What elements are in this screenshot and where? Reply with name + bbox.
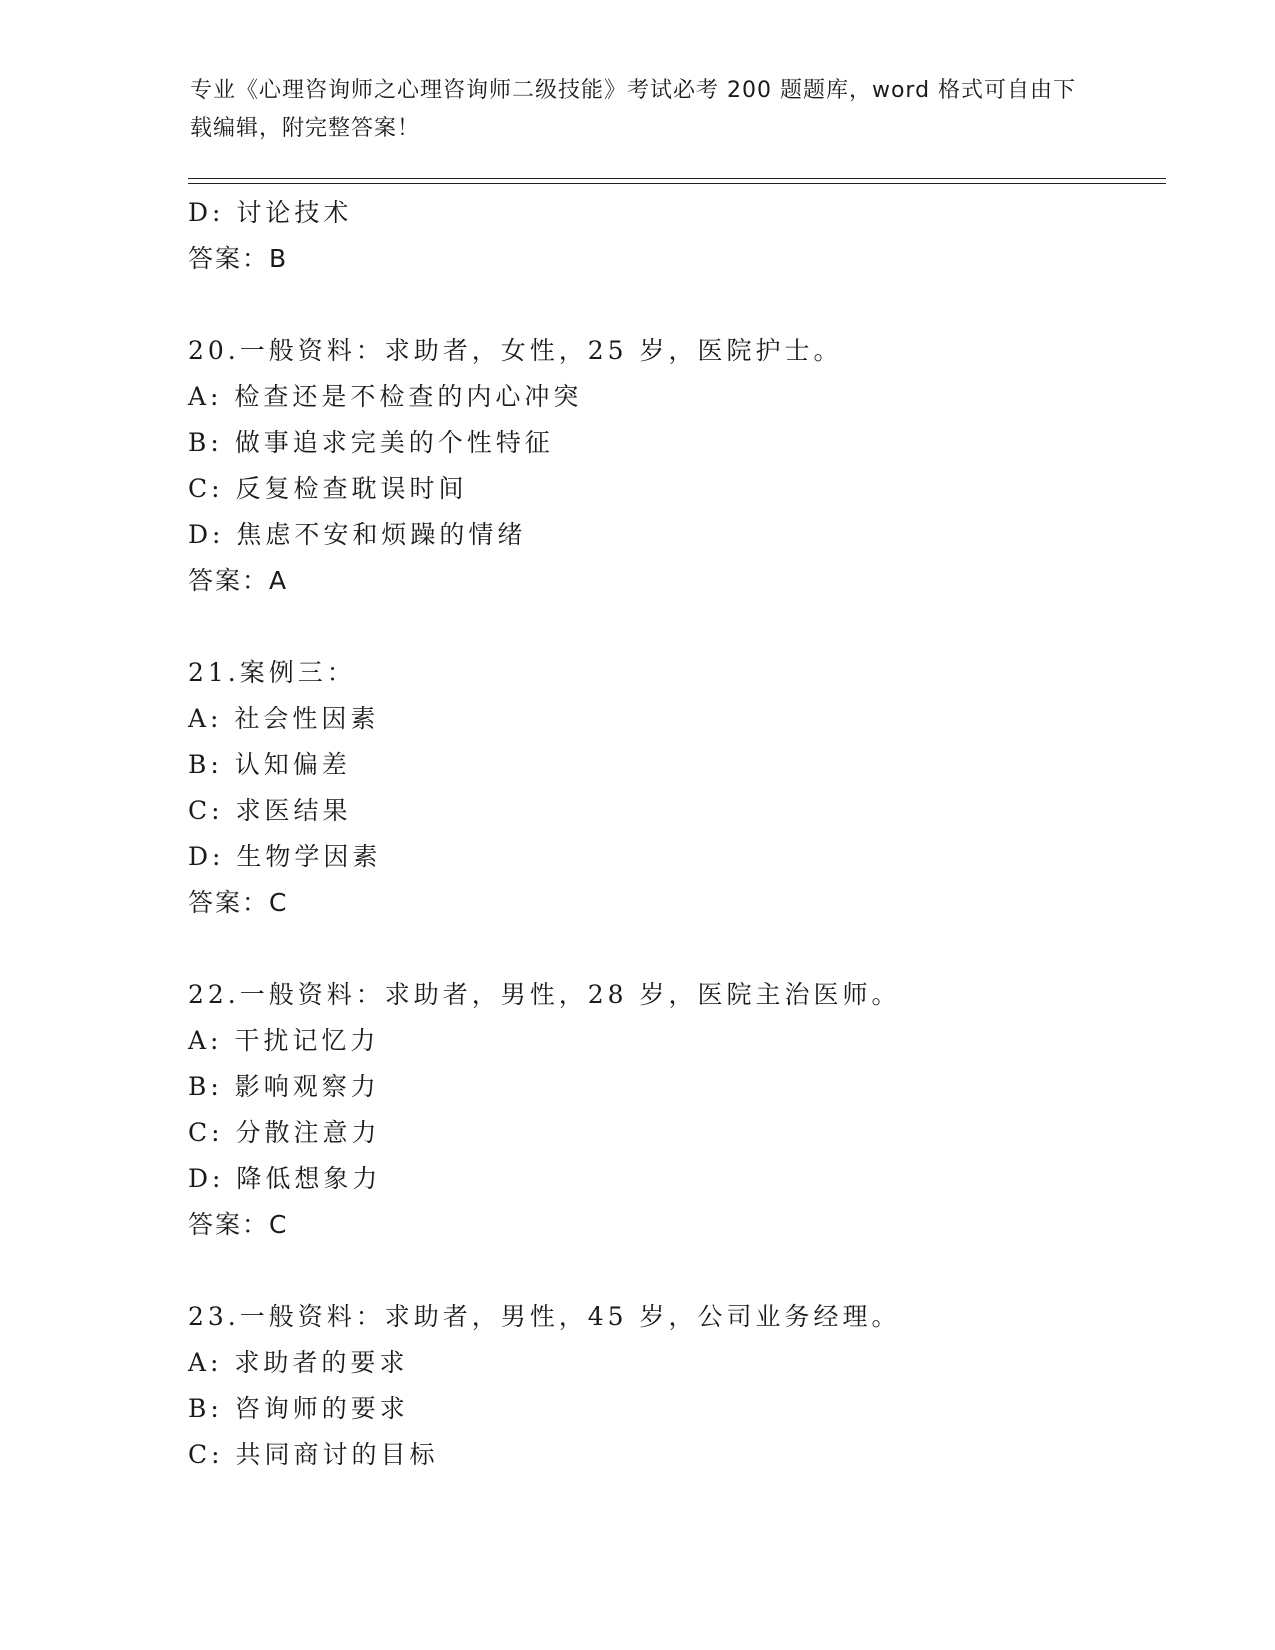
question-21 bbox=[188, 650, 1168, 926]
question-23 bbox=[188, 1294, 1168, 1478]
spacer bbox=[188, 282, 1168, 328]
option-a: A: 求助者的要求 bbox=[188, 1348, 409, 1377]
option-a: A: 干扰记忆力 bbox=[188, 1026, 380, 1055]
option-a: A: 检查还是不检查的内心冲突 bbox=[188, 382, 583, 411]
question-stem: 20.一般资料：求助者，女性，25 岁，医院护士。 bbox=[188, 336, 843, 365]
option-c: C: 共同商讨的目标 bbox=[188, 1440, 439, 1469]
question-stem: 21.案例三： bbox=[188, 658, 356, 687]
spacer bbox=[188, 926, 1168, 972]
document-header: 专业《心理咨询师之心理咨询师二级技能》考试必考 200 题题库，word 格式可自由下载编辑，附完整答案！ bbox=[190, 78, 1077, 141]
question-19-tail bbox=[188, 190, 1168, 282]
answer-line: 答案：B bbox=[188, 244, 289, 273]
option-b: B: 影响观察力 bbox=[188, 1072, 380, 1101]
header-rule-bottom bbox=[188, 183, 1166, 184]
question-stem: 22.一般资料：求助者，男性，28 岁，医院主治医师。 bbox=[188, 980, 901, 1009]
answer-line: 答案：A bbox=[188, 566, 289, 595]
option-d: D: 生物学因素 bbox=[188, 842, 382, 871]
option-b: B: 认知偏差 bbox=[188, 750, 351, 779]
option-b: B: 做事追求完美的个性特征 bbox=[188, 428, 554, 457]
answer-line: 答案：C bbox=[188, 888, 289, 917]
spacer bbox=[188, 604, 1168, 650]
option-c: C: 反复检查耽误时间 bbox=[188, 474, 468, 503]
option-c: C: 分散注意力 bbox=[188, 1118, 381, 1147]
spacer bbox=[188, 1248, 1168, 1294]
option-d: D: 焦虑不安和烦躁的情绪 bbox=[188, 520, 527, 549]
question-22 bbox=[188, 972, 1168, 1248]
option-c: C: 求医结果 bbox=[188, 796, 352, 825]
answer-line: 答案：C bbox=[188, 1210, 289, 1239]
question-list bbox=[188, 190, 1168, 1478]
question-20 bbox=[188, 328, 1168, 604]
option-d: D: 降低想象力 bbox=[188, 1164, 382, 1193]
option-a: A: 社会性因素 bbox=[188, 704, 380, 733]
option-d: D: 讨论技术 bbox=[188, 198, 353, 227]
question-stem: 23.一般资料：求助者，男性，45 岁，公司业务经理。 bbox=[188, 1302, 901, 1331]
header-rule-top bbox=[188, 178, 1166, 179]
option-b: B: 咨询师的要求 bbox=[188, 1394, 409, 1423]
